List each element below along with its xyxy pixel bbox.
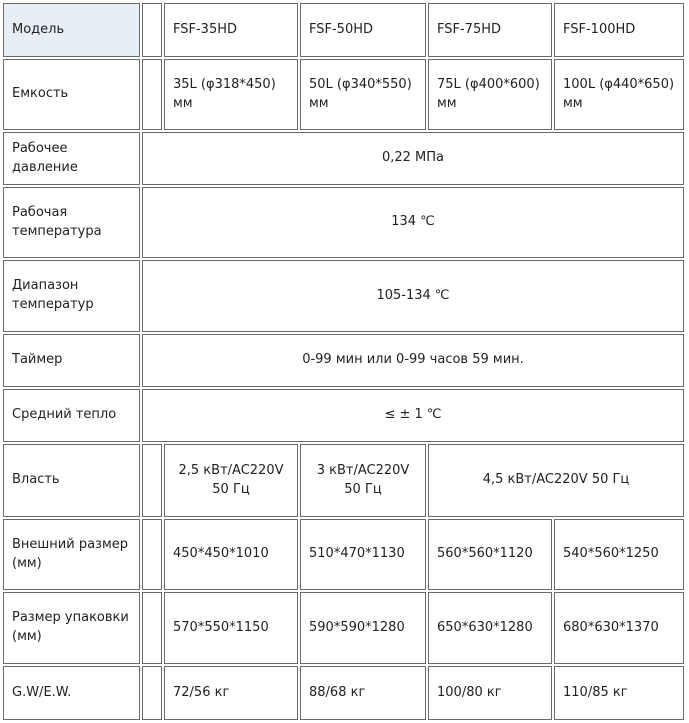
avg-heat-cell: [142, 389, 684, 442]
timer-label: Таймер: [12, 352, 63, 368]
outer-size-cell: [164, 519, 298, 590]
capacity-cell: [300, 59, 426, 130]
weight-value: 100/80 кг: [437, 684, 502, 700]
model-value: FSF-75HD: [437, 21, 501, 37]
timer-cell: [142, 334, 684, 387]
pack-size-cell: [554, 592, 684, 664]
model-cell: [554, 3, 684, 57]
temperature-label: Рабочая температура: [12, 204, 102, 239]
outer-size-label: Внешний размер (мм): [12, 536, 129, 571]
model-cell: [164, 3, 298, 57]
spacer-cell: [142, 592, 162, 664]
outer-size-value: 560*560*1120: [437, 546, 533, 562]
capacity-value: 75L (φ400*600) мм: [437, 76, 540, 111]
pack-size-value: 650*630*1280: [437, 619, 533, 635]
temperature-value: 134 ℃: [391, 214, 435, 230]
pack-size-value: 590*590*1280: [309, 619, 405, 635]
spacer-cell: [142, 666, 162, 720]
power-value: 2,5 кВт/AC220V 50 Гц: [178, 462, 284, 497]
outer-size-value: 450*450*1010: [173, 546, 269, 562]
temperature-cell: [142, 187, 684, 258]
capacity-label: Емкость: [12, 86, 69, 102]
model-value: FSF-100HD: [563, 21, 636, 37]
outer-size-value: 540*560*1250: [563, 546, 659, 562]
model-cell: [300, 3, 426, 57]
power-value: 3 кВт/AC220V 50 Гц: [316, 462, 410, 497]
spacer-cell: [142, 444, 162, 517]
weight-cell: [554, 666, 684, 720]
pack-size-cell: [428, 592, 552, 664]
avg-heat-value: ≤ ± 1 ℃: [384, 407, 442, 423]
weight-label-cell: [3, 666, 140, 720]
capacity-cell: [164, 59, 298, 130]
pressure-label-cell: [3, 132, 140, 185]
capacity-value: 50L (φ340*550) мм: [309, 76, 412, 111]
power-value: 4,5 кВт/AC220V 50 Гц: [482, 472, 630, 488]
capacity-cell: [554, 59, 684, 130]
capacity-cell: [428, 59, 552, 130]
model-value: FSF-35HD: [173, 21, 237, 37]
power-cell: [300, 444, 426, 517]
temp-range-label-cell: [3, 260, 140, 332]
weight-value: 72/56 кг: [173, 684, 230, 700]
spacer-cell: [142, 59, 162, 130]
pressure-value: 0,22 МПа: [381, 150, 445, 166]
pack-size-label: Размер упаковки (мм): [12, 610, 129, 644]
model-label: Модель: [12, 21, 65, 37]
spacer-cell: [142, 519, 162, 590]
pack-size-cell: [164, 592, 298, 664]
capacity-value: 35L (φ318*450) мм: [173, 76, 276, 111]
weight-cell: [300, 666, 426, 720]
timer-value: 0-99 мин или 0-99 часов 59 мин.: [302, 352, 524, 368]
temperature-label-cell: [3, 187, 140, 258]
pressure-label: Рабочее давление: [12, 140, 78, 175]
capacity-value: 100L (φ440*650) мм: [563, 76, 675, 111]
power-cell: [164, 444, 298, 517]
outer-size-cell: [428, 519, 552, 590]
temp-range-cell: [142, 260, 684, 332]
power-label-cell: [3, 444, 140, 517]
pressure-cell: [142, 132, 684, 185]
pack-size-cell: [300, 592, 426, 664]
timer-label-cell: [3, 334, 140, 387]
spacer-cell: [142, 3, 162, 57]
weight-value: 110/85 кг: [563, 684, 628, 700]
weight-label: G.W/E.W.: [12, 684, 72, 700]
outer-size-cell: [300, 519, 426, 590]
power-cell: [428, 444, 684, 517]
model-cell: [428, 3, 552, 57]
weight-value: 88/68 кг: [309, 684, 366, 700]
model-label-cell: [3, 3, 140, 57]
temp-range-label: Диапазон температур: [12, 278, 94, 312]
outer-size-value: 510*470*1130: [309, 546, 405, 562]
power-label: Власть: [12, 472, 60, 488]
capacity-label-cell: [3, 59, 140, 130]
avg-heat-label: Средний тепло: [12, 407, 117, 423]
model-value: FSF-50HD: [309, 21, 373, 37]
pack-size-label-cell: [3, 592, 140, 664]
weight-cell: [428, 666, 552, 720]
outer-size-cell: [554, 519, 684, 590]
pack-size-value: 570*550*1150: [173, 619, 269, 635]
pack-size-value: 680*630*1370: [563, 619, 659, 635]
temp-range-value: 105-134 ℃: [376, 287, 450, 303]
avg-heat-label-cell: [3, 389, 140, 442]
weight-cell: [164, 666, 298, 720]
outer-size-label-cell: [3, 519, 140, 590]
